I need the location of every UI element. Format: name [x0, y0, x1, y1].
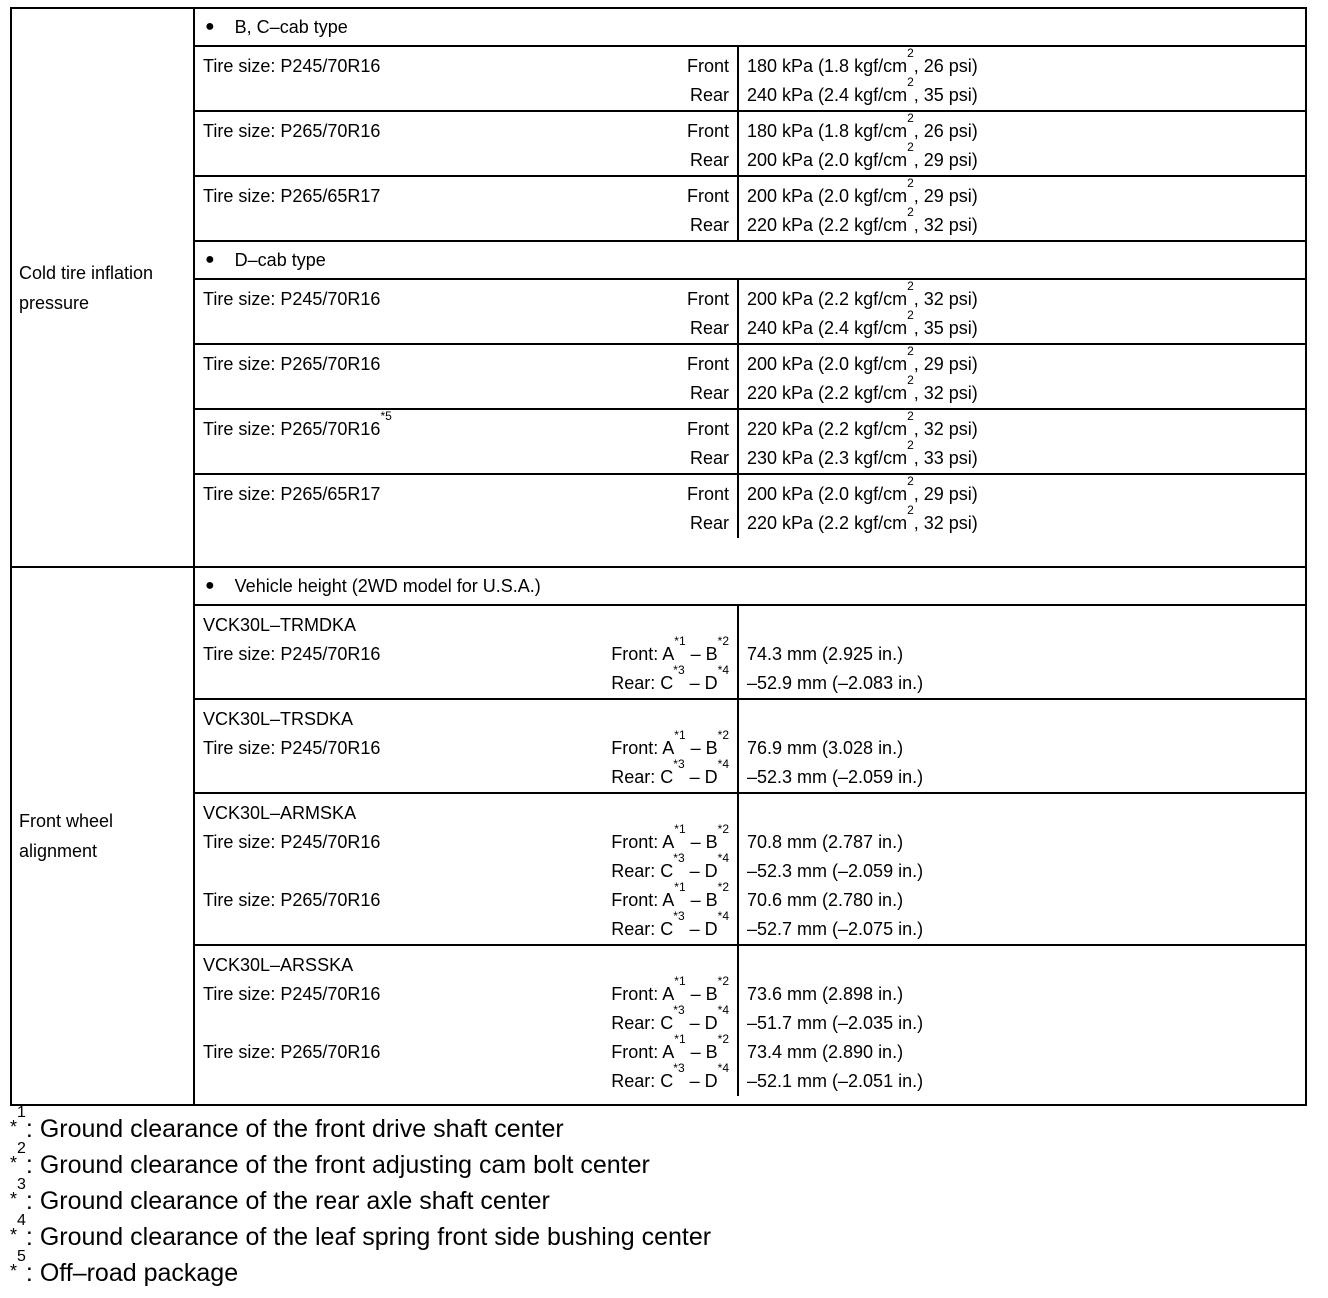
unit-exponent: 2 [907, 344, 914, 358]
spacer [203, 857, 611, 886]
spec-value-end: , 35 psi) [913, 318, 978, 338]
spacer [203, 444, 690, 473]
group-title: B, C–cab type [234, 16, 348, 37]
unit-exponent: 2 [907, 176, 914, 190]
footnote-text: : Ground clearance of the front adjusting cam bolt center [25, 1151, 650, 1179]
spacer [203, 211, 690, 240]
block-value-cell [739, 112, 1305, 175]
tire-size: Tire size: P265/70R16 [203, 890, 381, 910]
block-label-cell [195, 345, 739, 408]
spec-row-value [747, 373, 1305, 408]
spec-value: 230 kPa (2.3 kgf/cm [747, 448, 908, 468]
block-label-cell [195, 280, 739, 343]
spacer [203, 81, 690, 110]
spec-value: 200 kPa (2.0 kgf/cm [747, 484, 908, 504]
spec-row-value [747, 140, 1305, 175]
axle-label: Front: $A^{*1} - B^{*2}$ [611, 880, 729, 910]
spec-row-label [203, 314, 729, 343]
axle-label: Rear [689, 448, 729, 468]
spacer [380, 480, 687, 509]
bullet-icon: ● [205, 251, 215, 268]
axle-label: Front [686, 289, 729, 309]
tire-size: Tire size: P265/70R16 [203, 1042, 381, 1062]
spacer [380, 350, 687, 379]
tire-size: Tire size: P265/70R16 [203, 419, 381, 439]
block-label-cell [195, 112, 739, 175]
spec-row-label [203, 350, 729, 379]
block-value-cell [739, 606, 1305, 698]
tire-size: Tire size: P245/70R16 [203, 984, 381, 1004]
unit-exponent: 2 [907, 111, 914, 125]
spec-block [195, 408, 1305, 473]
spec-block [195, 944, 1305, 1096]
spec-row-value [747, 1067, 1305, 1096]
spacer [380, 734, 611, 763]
blank-line [747, 611, 1305, 640]
spec-block [195, 45, 1305, 110]
spec-row-label [203, 146, 729, 175]
spec-row-label [203, 634, 729, 669]
axle-label: Rear: $C^{*3} - D^{*4}$ [611, 663, 729, 693]
spec-value: –52.3 mm (–2.059 in.) [747, 767, 924, 787]
spec-section [12, 9, 1305, 566]
spec-value-end: , 32 psi) [913, 383, 978, 403]
spec-row-label [203, 822, 729, 857]
spec-block [195, 343, 1305, 408]
spec-block [195, 604, 1305, 698]
bullet-icon: ● [205, 18, 215, 35]
axle-label: Rear: $C^{*3} - D^{*4}$ [611, 757, 729, 787]
spec-value: 220 kPa (2.2 kgf/cm [747, 215, 908, 235]
spec-row-label [203, 1003, 729, 1038]
block-value-cell [739, 280, 1305, 343]
spec-row-value [747, 308, 1305, 343]
spec-row-value [747, 886, 1305, 915]
spacer [203, 379, 690, 408]
spacer [203, 146, 690, 175]
spec-block [195, 110, 1305, 175]
footnote-text: : Off–road package [25, 1259, 239, 1287]
spec-row-value [747, 474, 1305, 509]
axle-label: Rear: $C^{*3} - D^{*4}$ [611, 1003, 729, 1033]
section-body [195, 568, 1305, 1104]
spec-value: 220 kPa (2.2 kgf/cm [747, 383, 908, 403]
spacer [380, 640, 611, 669]
block-label-cell [195, 475, 739, 538]
tire-size: Tire size: P245/70R16 [203, 644, 381, 664]
section-label [12, 568, 195, 1104]
tire-size: Tire size: P245/70R16 [203, 56, 381, 76]
spec-row-value [747, 828, 1305, 857]
spacer [203, 1009, 611, 1038]
spec-value: 73.6 mm (2.898 in.) [747, 984, 904, 1004]
tire-size: Tire size: P245/70R16 [203, 832, 381, 852]
block-value-cell [739, 177, 1305, 240]
spec-row-label [203, 117, 729, 146]
spec-value: –52.3 mm (–2.059 in.) [747, 861, 924, 881]
block-value-cell [739, 410, 1305, 473]
spec-value: 200 kPa (2.0 kgf/cm [747, 186, 908, 206]
spec-row-label [203, 509, 729, 538]
spacer [380, 52, 687, 81]
axle-label: Front [686, 354, 729, 374]
spec-row-value [747, 344, 1305, 379]
spec-row-label [203, 757, 729, 792]
spec-value: 180 kPa (1.8 kgf/cm [747, 121, 908, 141]
footnote [10, 1248, 1307, 1291]
spec-value: 73.4 mm (2.890 in.) [747, 1042, 904, 1062]
spec-row-value [747, 857, 1305, 886]
spec-value: 180 kPa (1.8 kgf/cm [747, 56, 908, 76]
spec-row-value [747, 205, 1305, 240]
spacer [392, 415, 687, 444]
spec-row-value [747, 915, 1305, 944]
spec-row-value [747, 176, 1305, 211]
section-label [12, 9, 195, 566]
spec-row-label [203, 444, 729, 473]
axle-label: Front [686, 419, 729, 439]
spec-row-label [203, 379, 729, 408]
footnote-mark: *$^1$ [10, 1104, 26, 1137]
spec-value: –52.7 mm (–2.075 in.) [747, 919, 924, 939]
block-label-cell [195, 177, 739, 240]
footnote-mark: *$^2$ [10, 1140, 26, 1173]
block-label-cell [195, 410, 739, 473]
spec-row-label [203, 211, 729, 240]
axle-label: Rear [689, 85, 729, 105]
axle-label: Front: $A^{*1} - B^{*2}$ [611, 634, 729, 664]
block-label-cell [195, 606, 739, 698]
model-code-line [203, 951, 729, 980]
spec-row-label [203, 1032, 729, 1067]
spec-row-label [203, 851, 729, 886]
spec-row-value [747, 763, 1305, 792]
axle-label: Rear [689, 215, 729, 235]
spec-row-label [203, 52, 729, 81]
spec-row-value [747, 409, 1305, 444]
spec-section [12, 566, 1305, 1104]
spec-block [195, 698, 1305, 792]
spacer [203, 763, 611, 792]
block-value-cell [739, 700, 1305, 792]
spec-value: 240 kPa (2.4 kgf/cm [747, 318, 908, 338]
spec-value: 76.9 mm (3.028 in.) [747, 738, 904, 758]
tire-size: Tire size: P265/65R17 [203, 484, 381, 504]
spacer [380, 117, 687, 146]
spec-value-end: , 29 psi) [913, 186, 978, 206]
spec-table [10, 7, 1307, 1106]
footnote [10, 1140, 1307, 1183]
spacer [380, 980, 611, 1009]
spacer [203, 669, 611, 698]
bullet-icon: ● [205, 577, 215, 594]
tire-size: Tire size: P265/70R16 [203, 354, 381, 374]
spec-value-end: , 32 psi) [913, 289, 978, 309]
spec-row-value [747, 279, 1305, 314]
spec-value-end: , 32 psi) [913, 215, 978, 235]
spec-value: 220 kPa (2.2 kgf/cm [747, 419, 908, 439]
group-heading [195, 240, 1305, 278]
spec-row-label [203, 880, 729, 915]
spacer [203, 509, 690, 538]
spacer [380, 828, 611, 857]
unit-exponent: 2 [907, 205, 914, 219]
section-label-line: alignment [19, 841, 98, 861]
spec-value-end: , 33 psi) [913, 448, 978, 468]
axle-label: Front [686, 56, 729, 76]
spec-row-label [203, 480, 729, 509]
section-label-line: Cold tire inflation [19, 262, 154, 283]
unit-exponent: 2 [907, 140, 914, 154]
axle-label: Front: $A^{*1} - B^{*2}$ [611, 974, 729, 1004]
model-code: VCK30L–TRSDKA [203, 709, 354, 729]
axle-label: Rear [689, 150, 729, 170]
model-code-line [203, 705, 729, 734]
unit-exponent: 2 [907, 75, 914, 89]
unit-exponent: 2 [907, 409, 914, 423]
spec-value-end: , 32 psi) [913, 419, 978, 439]
spec-row-value [747, 734, 1305, 763]
spec-block [195, 175, 1305, 240]
footnote [10, 1104, 1307, 1147]
spacer [380, 182, 687, 211]
footnote-mark: *$^5$ [10, 1248, 26, 1281]
footnote-mark: *$^4$ [10, 1212, 26, 1245]
spec-row-label [203, 974, 729, 1009]
section-body [195, 9, 1305, 566]
group-title: D–cab type [234, 249, 326, 270]
spec-row-label [203, 663, 729, 698]
axle-label: Rear [689, 318, 729, 338]
blank-line [747, 705, 1305, 734]
spec-row-label [203, 1061, 729, 1096]
tire-footnote-mark: *5 [380, 409, 392, 423]
group-heading [195, 9, 1305, 45]
footnotes [10, 1104, 1307, 1291]
model-code-line [203, 611, 729, 640]
spec-value: 200 kPa (2.0 kgf/cm [747, 150, 908, 170]
footnote-text: : Ground clearance of the front drive shaft center [25, 1115, 564, 1143]
spacer [203, 915, 611, 944]
unit-exponent: 2 [907, 279, 914, 293]
unit-exponent: 2 [907, 308, 914, 322]
axle-label: Front: $A^{*1} - B^{*2}$ [611, 1032, 729, 1062]
spec-row-value [747, 111, 1305, 146]
axle-label: Front [686, 121, 729, 141]
spacer [203, 1067, 611, 1096]
spec-row-label [203, 81, 729, 110]
block-value-cell [739, 47, 1305, 110]
block-value-cell [739, 946, 1305, 1096]
spec-value: 200 kPa (2.0 kgf/cm [747, 354, 908, 374]
spec-row-label [203, 728, 729, 763]
spec-value-end: , 26 psi) [913, 121, 978, 141]
spec-value: 74.3 mm (2.925 in.) [747, 644, 904, 664]
spec-row-value [747, 75, 1305, 110]
unit-exponent: 2 [907, 46, 914, 60]
block-value-cell [739, 345, 1305, 408]
axle-label: Rear [689, 513, 729, 533]
axle-label: Rear: $C^{*3} - D^{*4}$ [611, 851, 729, 881]
spec-document [10, 7, 1307, 1291]
spec-row-value [747, 503, 1305, 538]
block-label-cell [195, 946, 739, 1096]
axle-label: Rear [689, 383, 729, 403]
spec-value: 240 kPa (2.4 kgf/cm [747, 85, 908, 105]
spec-row-value [747, 438, 1305, 473]
spacer [380, 1038, 611, 1067]
spec-row-label [203, 182, 729, 211]
spec-row-value [747, 1009, 1305, 1038]
unit-exponent: 2 [907, 373, 914, 387]
model-code: VCK30L–ARMSKA [203, 803, 357, 823]
spec-block [195, 278, 1305, 343]
footnote [10, 1212, 1307, 1255]
block-value-cell [739, 794, 1305, 944]
tire-size: Tire size: P245/70R16 [203, 738, 381, 758]
model-code: VCK30L–TRMDKA [203, 615, 357, 635]
blank-line [747, 951, 1305, 980]
spec-value: 70.6 mm (2.780 in.) [747, 890, 904, 910]
blank-line [747, 799, 1305, 828]
spec-value-end: , 26 psi) [913, 56, 978, 76]
spacer [380, 285, 687, 314]
section-label-line: pressure [19, 292, 90, 313]
spec-value: –52.1 mm (–2.051 in.) [747, 1071, 924, 1091]
spec-row-value [747, 46, 1305, 81]
spacer [380, 886, 611, 915]
spec-value-end: , 29 psi) [913, 150, 978, 170]
axle-label: Front [686, 186, 729, 206]
block-label-cell [195, 47, 739, 110]
spec-row-label [203, 285, 729, 314]
footnote [10, 1176, 1307, 1219]
spec-row-label [203, 409, 729, 444]
spec-value-end: , 29 psi) [913, 484, 978, 504]
tire-size: Tire size: P265/70R16 [203, 121, 381, 141]
spec-value: 70.8 mm (2.787 in.) [747, 832, 904, 852]
model-code: VCK30L–ARSSKA [203, 955, 354, 975]
spec-value-end: , 29 psi) [913, 354, 978, 374]
tire-size: Tire size: P245/70R16 [203, 289, 381, 309]
spec-value-end: , 35 psi) [913, 85, 978, 105]
unit-exponent: 2 [907, 438, 914, 452]
block-value-cell [739, 475, 1305, 538]
block-label-cell [195, 794, 739, 944]
spec-value: 200 kPa (2.2 kgf/cm [747, 289, 908, 309]
spec-value: –51.7 mm (–2.035 in.) [747, 1013, 924, 1033]
unit-exponent: 2 [907, 474, 914, 488]
spec-value: 220 kPa (2.2 kgf/cm [747, 513, 908, 533]
axle-label: Front: $A^{*1} - B^{*2}$ [611, 822, 729, 852]
spec-row-value [747, 669, 1305, 698]
spec-block [195, 792, 1305, 944]
spacer [203, 314, 690, 343]
unit-exponent: 2 [907, 503, 914, 517]
group-title: Vehicle height (2WD model for U.S.A.) [234, 575, 541, 596]
footnote-text: : Ground clearance of the leaf spring front side bushing center [25, 1223, 712, 1251]
spec-row-value [747, 980, 1305, 1009]
spec-value: –52.9 mm (–2.083 in.) [747, 673, 924, 693]
axle-label: Rear: $C^{*3} - D^{*4}$ [611, 909, 729, 939]
spec-block [195, 473, 1305, 538]
spec-row-label [203, 909, 729, 944]
footnote-text: : Ground clearance of the rear axle shaft center [25, 1187, 550, 1215]
spec-row-value [747, 640, 1305, 669]
axle-label: Rear: $C^{*3} - D^{*4}$ [611, 1061, 729, 1091]
axle-label: Front [686, 484, 729, 504]
block-label-cell [195, 700, 739, 792]
section-label-line: Front wheel [19, 811, 114, 831]
spec-row-value [747, 1038, 1305, 1067]
group-heading [195, 568, 1305, 604]
model-code-line [203, 799, 729, 828]
spec-value-end: , 32 psi) [913, 513, 978, 533]
footnote-mark: *$^3$ [10, 1176, 26, 1209]
tire-size: Tire size: P265/65R17 [203, 186, 381, 206]
axle-label: Front: $A^{*1} - B^{*2}$ [611, 728, 729, 758]
